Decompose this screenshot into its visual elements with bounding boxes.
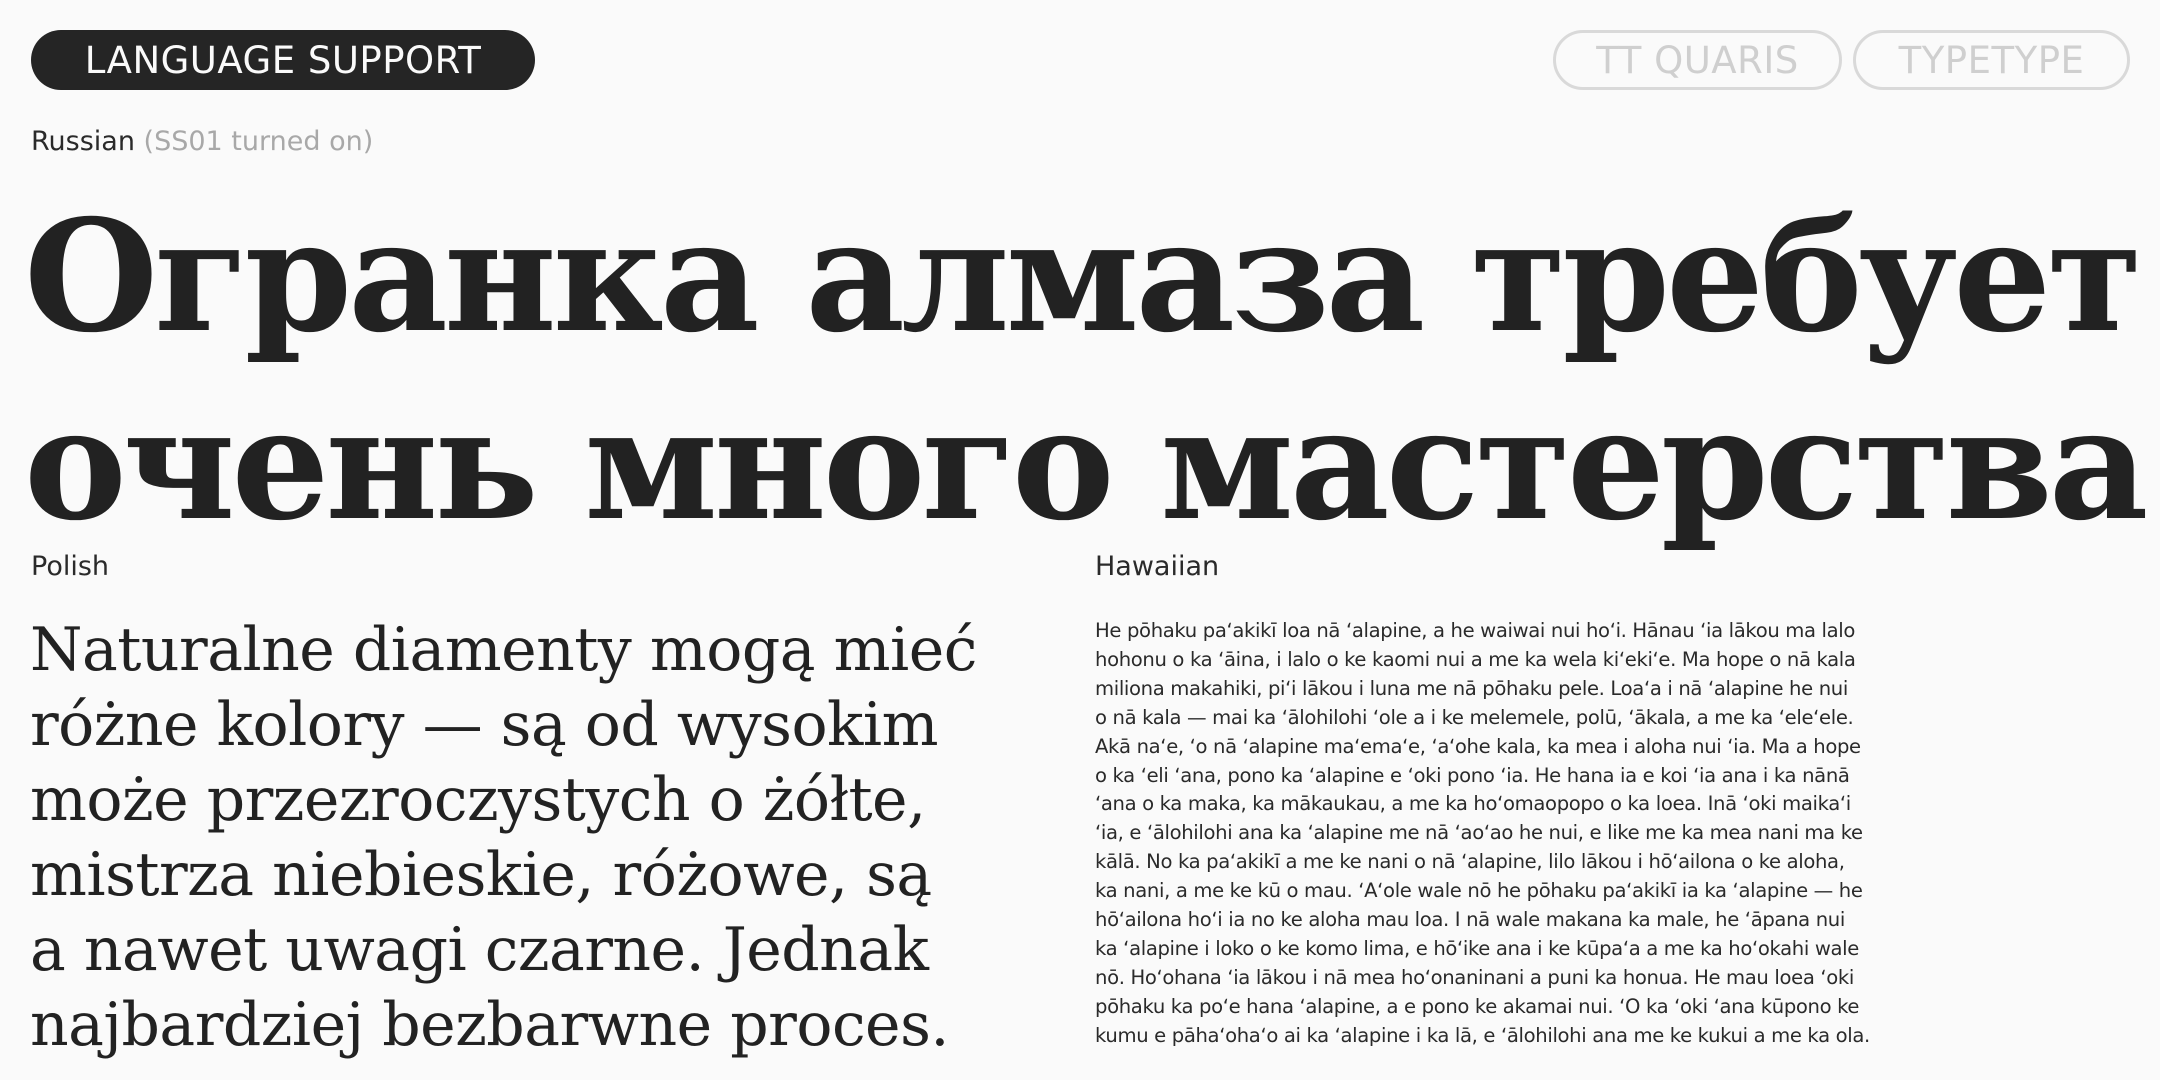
- section-badge: [31, 30, 535, 90]
- polish-label: Polish: [31, 551, 110, 582]
- hawaiian-line: miliona makahiki, piʻi lākou i luna me nā pōhaku pele. Loaʻa i nā ʻalapine he nui: [1095, 676, 1848, 700]
- polish-line: mistrza niebieskie, różowe, są: [30, 840, 932, 910]
- hawaiian-line: kumu e pāhaʻohaʻo ai ka ʻalapine i ka lā, e ʻālohilohi ana me ke kukui a me ka ola.: [1095, 1023, 1870, 1047]
- hawaiian-line: kālā. No ka paʻakikī a me ke nani o nā ʻalapine, lilo lākou i hōʻailona o ke aloha,: [1095, 850, 1845, 874]
- hawaiian-line: ʻana o ka maka, ka mākaukau, a me ka hoʻomaopopo o ka loea. Inā ʻoki maikaʻi: [1095, 792, 1851, 816]
- hawaiian-line: hōʻailona hoʻi ia no ke aloha mau loa. I nā wale makana ka male, he ʻāpana nui: [1095, 908, 1845, 932]
- russian-label: [31, 126, 373, 157]
- foundry-label: TYPETYPE: [1898, 38, 2085, 82]
- polish-line: najbardziej bezbarwne proces.: [30, 990, 949, 1060]
- russian-label-text: Russian: [31, 126, 135, 157]
- font-name-tag[interactable]: [1553, 30, 1842, 90]
- russian-headline-line-1: Огранка алмаза требует: [24, 186, 2139, 367]
- polish-line: może przezroczystych o żółte,: [30, 765, 926, 835]
- polish-line: Naturalne diamenty mogą mieć: [30, 615, 977, 685]
- hawaiian-line: pōhaku ka poʻe hana ʻalapine, a e pono ke akamai nui. ʻO ka ʻoki ʻana kūpono ke: [1095, 994, 1860, 1018]
- hawaiian-label: Hawaiian: [1095, 551, 1220, 582]
- hawaiian-line: o ka ʻeli ʻana, pono ka ʻalapine e ʻoki pono ʻia. He hana ia e koi ʻia ana i ka nānā: [1095, 763, 1850, 787]
- russian-headline-line-2: очень много мастерства: [24, 374, 2145, 555]
- hawaiian-line: o nā kala — mai ka ʻālohilohi ʻole a i ke melemele, polū, ʻākala, a me ka ʻeleʻele.: [1095, 705, 1854, 729]
- hawaiian-line: nō. Hoʻohana ʻia lākou i nā mea hoʻonaninani a puni ka honua. He mau loea ʻoki: [1095, 965, 1854, 989]
- font-name-label: TT QUARIS: [1596, 38, 1799, 82]
- hawaiian-line: ka ʻalapine i loko o ke komo lima, e hōʻike ana i ke kūpaʻa a me ka hoʻokahi wale: [1095, 936, 1859, 960]
- hawaiian-line: Akā naʻe, ʻo nā ʻalapine maʻemaʻe, ʻaʻohe kala, ka mea i aloha nui ʻia. Ma a hope: [1095, 734, 1861, 758]
- hawaiian-line: ʻia, e ʻālohilohi ana ka ʻalapine me nā ʻaoʻao he nui, e like me ka mea nani ma ke: [1095, 821, 1863, 845]
- section-badge-label: LANGUAGE SUPPORT: [84, 38, 482, 82]
- polish-line: różne kolory — są od wysokim: [30, 690, 939, 760]
- russian-note: (SS01 turned on): [143, 126, 374, 157]
- hawaiian-line: He pōhaku paʻakikī loa nā ʻalapine, a he waiwai nui hoʻi. Hānau ʻia lākou ma lalo: [1095, 619, 1856, 642]
- hawaiian-line: ka nani, a me ke kū o mau. ʻAʻole wale nō he pōhaku paʻakikī ia ka ʻalapine — he: [1095, 879, 1863, 903]
- polish-sample-text: [30, 613, 1060, 1063]
- hawaiian-sample-text: [1095, 617, 2135, 1051]
- foundry-tag[interactable]: [1853, 30, 2130, 90]
- polish-line: a nawet uwagi czarne. Jednak: [30, 915, 929, 985]
- hawaiian-line: hohonu o ka ʻāina, i lalo o ke kaomi nui a me ka wela kiʻekiʻe. Ma hope o nā kala: [1095, 647, 1856, 671]
